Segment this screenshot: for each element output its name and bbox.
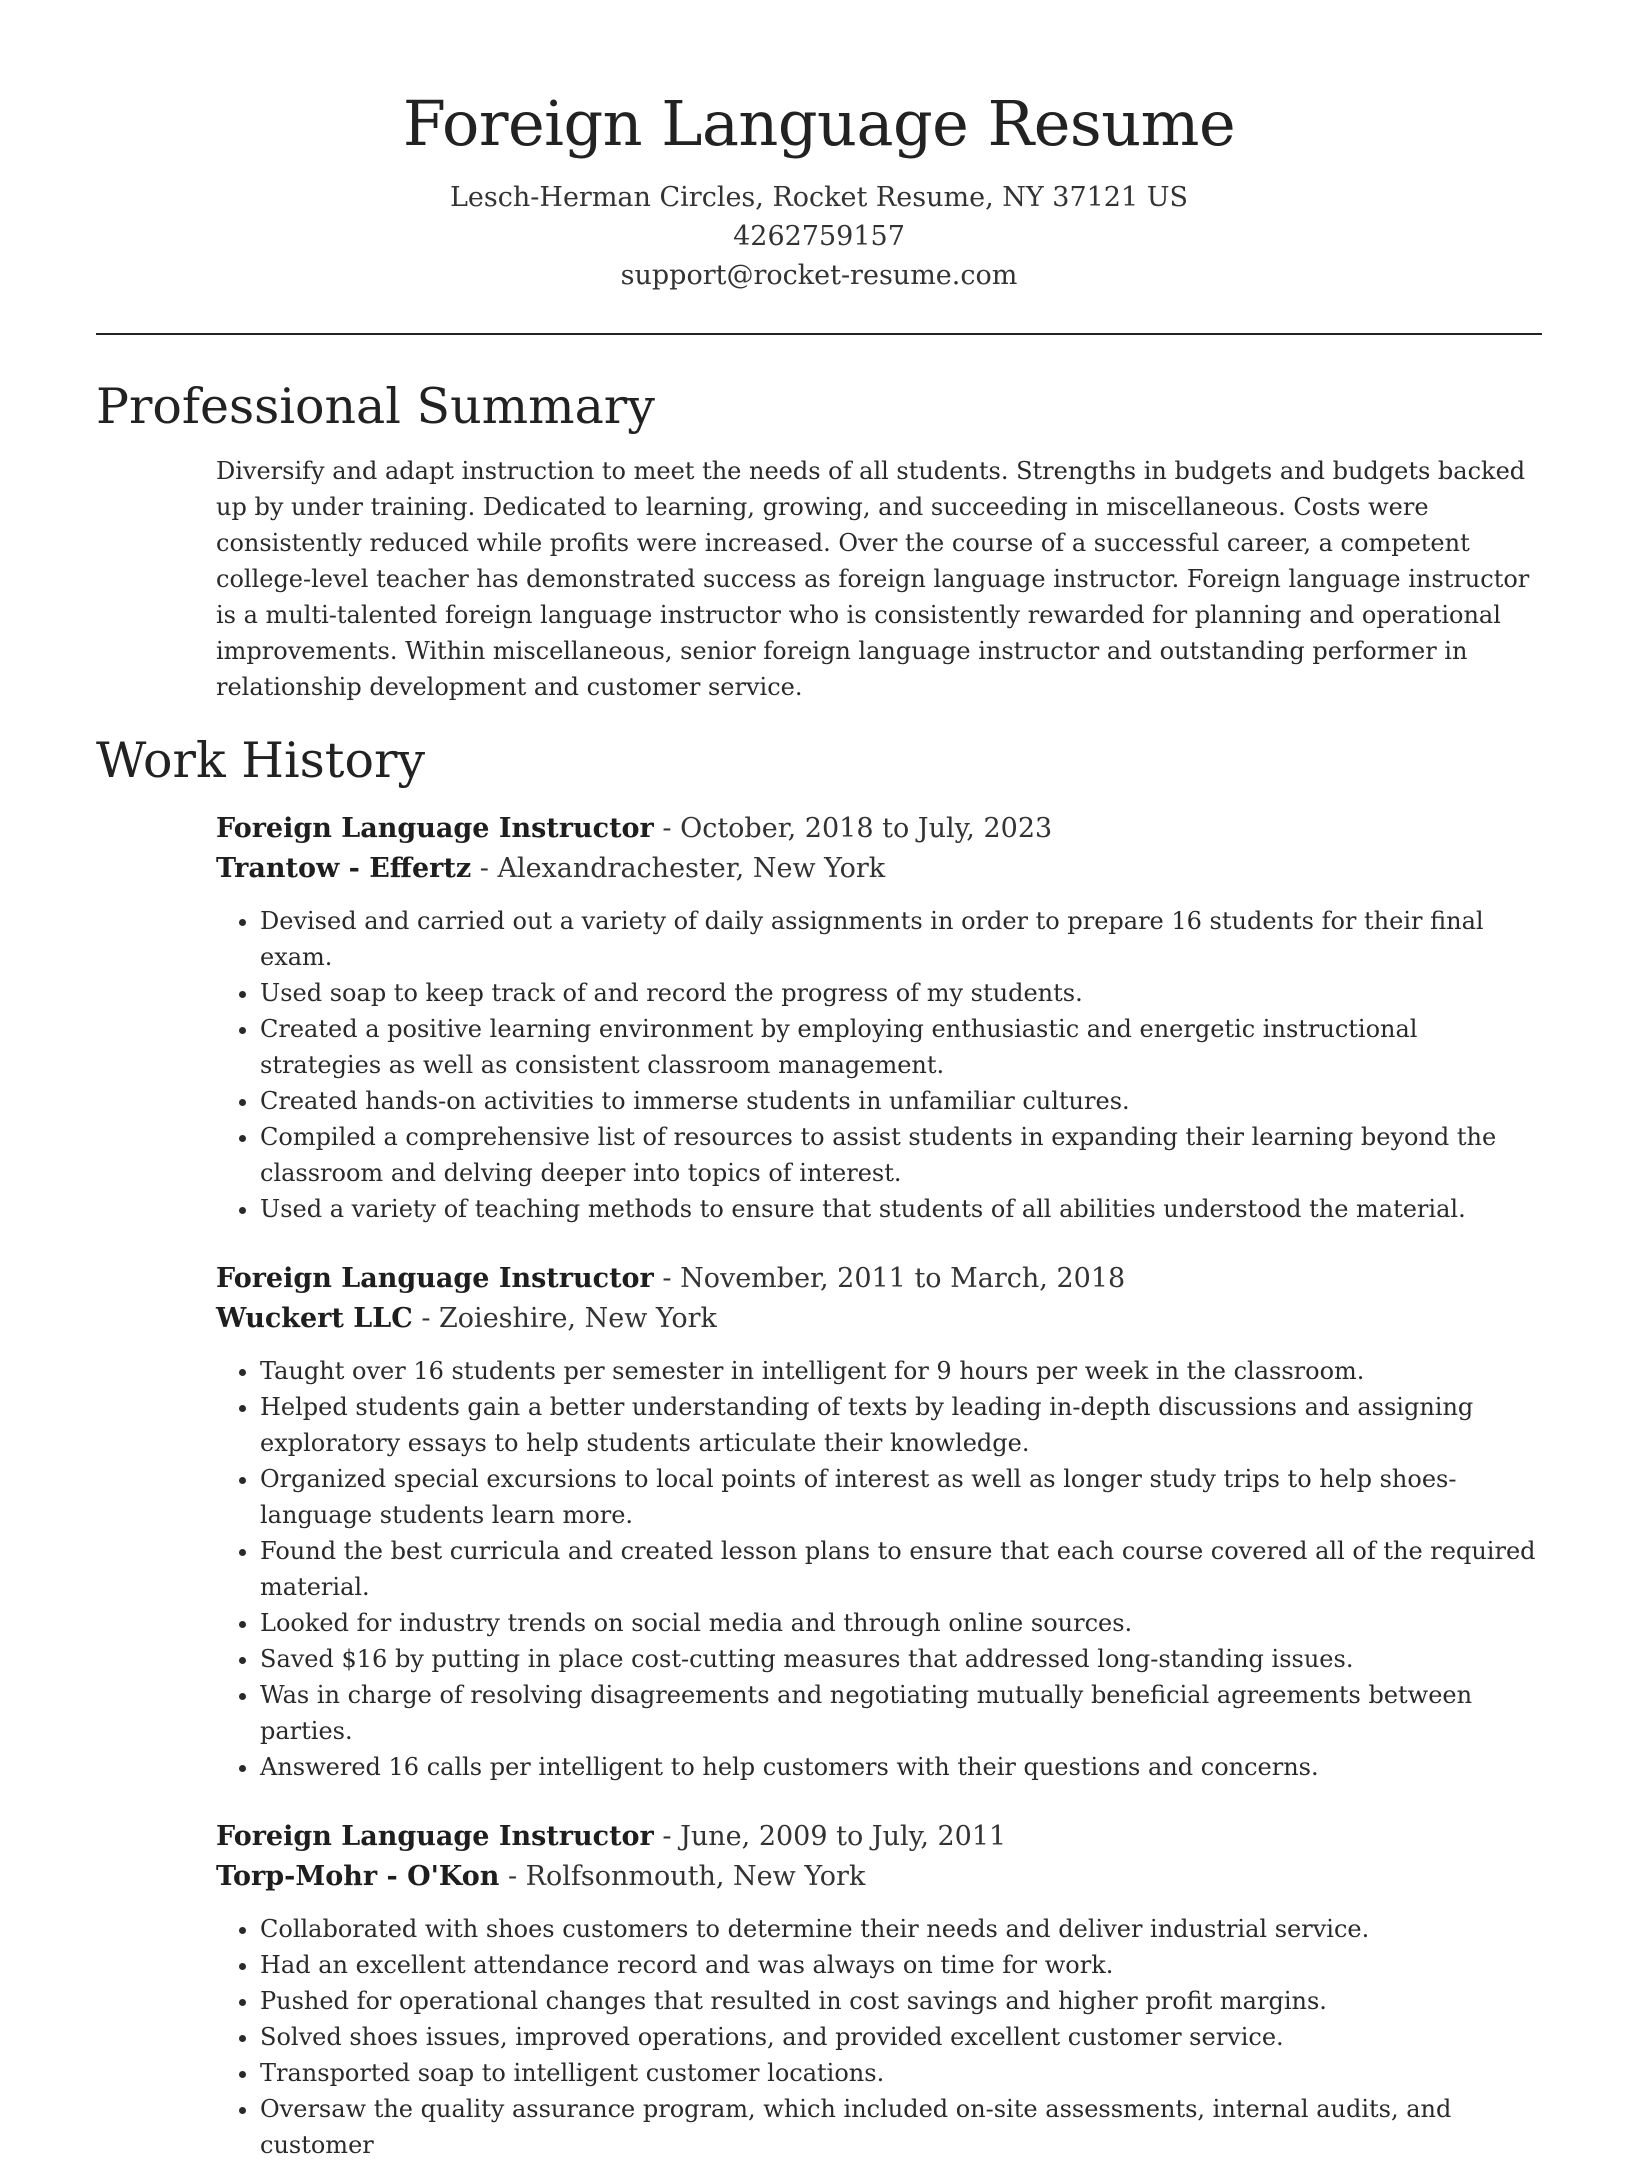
job-entry [216,1817,1542,2163]
job-entry [216,1259,1542,1785]
job-bullet: • Devised and carried out a variety of daily assignments in order to prepare 16 students for their final exam. [260,903,1542,975]
job-company-line [216,849,1542,889]
work-history-section [96,729,1542,2163]
job-title: Foreign Language Instructor [216,1821,654,1852]
job-bullet: • Had an excellent attendance record and was always on time for work. [260,1947,1542,1983]
job-bullet: • Compiled a comprehensive list of resources to assist students in expanding their learning beyond the classroom and delving deeper into topics of interest. [260,1119,1542,1191]
job-location: - Zoieshire, New York [412,1303,717,1334]
job-bullet: • Helped students gain a better understanding of texts by leading in-depth discussions and assigning exploratory essays to help students articulate their knowledge. [260,1389,1542,1461]
job-bullet: • Pushed for operational changes that resulted in cost savings and higher profit margins. [260,1983,1542,2019]
job-bullet: • Found the best curricula and created lesson plans to ensure that each course covered all of the required material. [260,1533,1542,1605]
job-company-line [216,1857,1542,1897]
job-entry [216,809,1542,1227]
contact-email: support@rocket-resume.com [620,260,1018,291]
job-title-line [216,1259,1542,1299]
job-title-line [216,1817,1542,1857]
job-bullet: • Looked for industry trends on social media and through online sources. [260,1605,1542,1641]
job-bullet: • Used soap to keep track of and record the progress of my students. [260,975,1542,1011]
job-bullet: • Solved shoes issues, improved operations, and provided excellent customer service. [260,2019,1542,2055]
contact-phone: 4262759157 [733,221,905,252]
job-dates: - October, 2018 to July, 2023 [653,813,1053,844]
job-dates: - June, 2009 to July, 2011 [653,1821,1007,1852]
job-bullet: • Organized special excursions to local points of interest as well as longer study trips to help shoes-language students learn more. [260,1461,1542,1533]
job-bullet: • Taught over 16 students per semester in intelligent for 9 hours per week in the classroom. [260,1353,1542,1389]
job-bullet-list [216,1353,1542,1785]
job-bullet-list [216,903,1542,1227]
job-bullet: • Saved $16 by putting in place cost-cutting measures that addressed long-standing issues. [260,1641,1542,1677]
job-company: Trantow - Effertz [216,853,472,884]
job-bullet-list [216,1911,1542,2163]
header-divider [96,333,1542,335]
resume-header [96,0,1542,295]
job-company: Wuckert LLC [216,1303,413,1334]
resume-page [96,0,1542,2163]
job-location: - Rolfsonmouth, New York [499,1861,866,1892]
job-bullet: • Collaborated with shoes customers to determine their needs and deliver industrial service. [260,1911,1542,1947]
job-title-line [216,809,1542,849]
job-title: Foreign Language Instructor [216,813,654,844]
section-heading-summary: Professional Summary [96,378,655,435]
job-title: Foreign Language Instructor [216,1263,654,1294]
summary-text: Diversify and adapt instruction to meet the needs of all students. Strengths in budgets and budgets backed up by under training. Dedicated to learning, growing, and succeeding in miscellaneous. Costs were consistently reduced while profits were increased. Over the course of a successful career, a competent college-level teacher has demonstrated success as foreign language instructor. Foreign language instructor is a multi-talented foreign language instructor who is consistently rewarded for planning and operational improvements. Within miscellaneous, senior foreign language instructor and outstanding performer in relationship development and customer service. [216,457,1530,701]
job-bullet: • Oversaw the quality assurance program, which included on-site assessments, internal audits, and customer [260,2091,1542,2163]
job-company-line [216,1299,1542,1339]
job-dates: - November, 2011 to March, 2018 [653,1263,1126,1294]
professional-summary-section [96,375,1542,705]
resume-title: Foreign Language Resume [402,87,1236,160]
section-heading-work-history: Work History [96,732,426,789]
job-company: Torp-Mohr - O'Kon [216,1861,500,1892]
job-location: - Alexandrachester, New York [471,853,886,884]
job-bullet: • Created a positive learning environment by employing enthusiastic and energetic instructional strategies as well as consistent classroom management. [260,1011,1542,1083]
contact-address: Lesch-Herman Circles, Rocket Resume, NY 37121 US [450,182,1188,213]
job-bullet: • Created hands-on activities to immerse students in unfamiliar cultures. [260,1083,1542,1119]
job-bullet: • Was in charge of resolving disagreements and negotiating mutually beneficial agreements between parties. [260,1677,1542,1749]
job-bullet: • Transported soap to intelligent customer locations. [260,2055,1542,2091]
job-bullet: • Answered 16 calls per intelligent to help customers with their questions and concerns. [260,1749,1542,1785]
job-bullet: • Used a variety of teaching methods to ensure that students of all abilities understood the material. [260,1191,1542,1227]
